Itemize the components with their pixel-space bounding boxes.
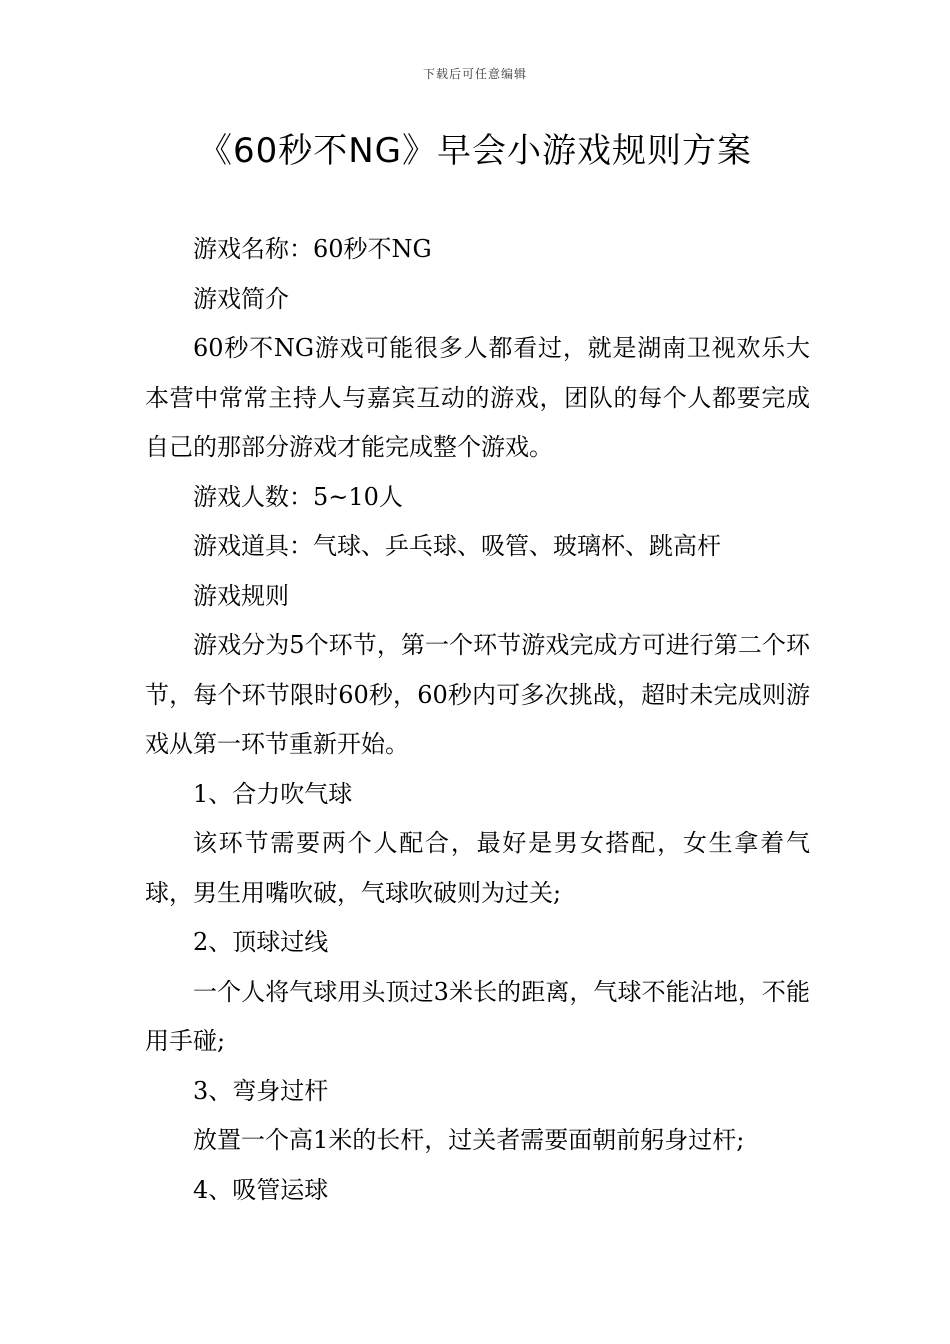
- header-note: 下载后可任意编辑: [422, 67, 527, 81]
- section-heading-intro: 游戏简介: [193, 284, 289, 313]
- section-heading-rules: 游戏规则: [193, 581, 289, 610]
- rules-paragraph: 游戏分为5个环节，第一个环节游戏完成方可进行第二个环节，每个环节限时60秒，60秒内可多次挑战，超时未完成则游戏从第一环节重新开始。: [145, 631, 810, 758]
- stage-2-heading: 2、顶球过线: [193, 928, 329, 956]
- props-line: 游戏道具：气球、乒乓球、吸管、玻璃杯、跳高杆: [193, 532, 721, 560]
- document-body: [145, 225, 810, 1215]
- game-name-line: 游戏名称：60秒不NG: [193, 235, 432, 263]
- stage-2-description: 一个人将气球用头顶过3米长的距离，气球不能沾地，不能用手碰;: [145, 977, 810, 1055]
- stage-1-description: 该环节需要两个人配合，最好是男女搭配，女生拿着气球，男生用嘴吹破，气球吹破则为过关;: [145, 829, 810, 907]
- player-count-line: 游戏人数：5~10人: [193, 482, 403, 511]
- stage-4-heading: 4、吸管运球: [193, 1175, 329, 1204]
- stage-3-heading: 3、弯身过杆: [193, 1076, 329, 1105]
- stage-1-heading: 1、合力吹气球: [193, 779, 353, 808]
- intro-paragraph: 60秒不NG游戏可能很多人都看过，就是湖南卫视欢乐大本营中常常主持人与嘉宾互动的游戏，团队的每个人都要完成自己的那部分游戏才能完成整个游戏。: [145, 334, 810, 461]
- stage-3-description: 放置一个高1米的长杆，过关者需要面朝前躬身过杆;: [193, 1126, 745, 1154]
- document-title: 《60秒不NG》早会小游戏规则方案: [197, 131, 753, 171]
